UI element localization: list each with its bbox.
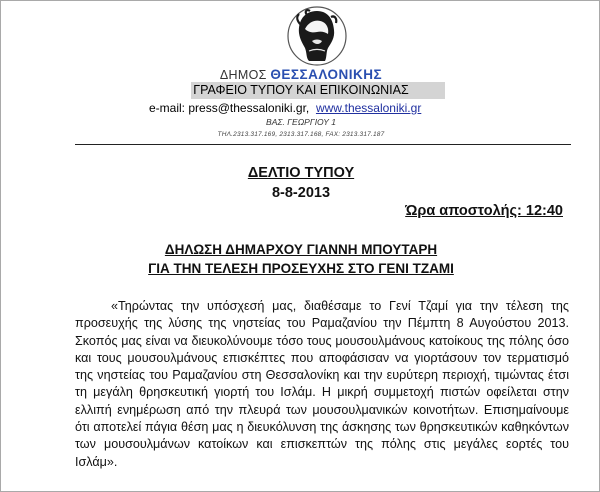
- phone-numbers: ΤΗΛ.2313.317.169, 2313.317.168, FAX: 2313.317.187: [217, 131, 385, 138]
- send-time: Ώρα αποστολής: 12:40: [405, 203, 563, 219]
- document-type: ΔΕΛΤΙΟ ΤΥΠΟΥ: [247, 165, 355, 181]
- address: ΒΑΣ. ΓΕΩΡΓΙΟΥ 1: [266, 117, 336, 127]
- document-date: 8-8-2013: [271, 185, 331, 201]
- contact-line: [149, 101, 589, 115]
- headline-line-2: ΓΙΑ ΤΗΝ ΤΕΛΕΣΗ ΠΡΟΣΕΥΧΗΣ ΣΤΟ ΓΕΝΙ ΤΖΑΜΙ: [148, 261, 454, 276]
- municipality-city: ΘΕΣΣΑΛΟΝΙΚΗΣ: [270, 67, 383, 82]
- alexander-head-logo-icon: [287, 5, 347, 67]
- email-label: e-mail:: [149, 101, 186, 115]
- header-divider: [75, 144, 571, 145]
- website-link[interactable]: www.thessaloniki.gr: [315, 101, 422, 115]
- municipality-name: [1, 67, 600, 82]
- statement-body: «Τηρώντας την υπόσχεσή μας, διαθέσαμε το Γενί Τζαμί για την τέλεση της προσευχής της λύσης της νηστείας του Ραμαζανίου την Πέμπτη 8 Αυγούστου 2013. Σκοπός μας είναι να διευκολύνουμε τόσο τους μουσουλμάνους κατοίκους της πόλης όσο και τους μουσουλμάνους επισκέπτες που αποφάσισαν να γιορτάσουν τον τερματισμό της νηστείας του Ραμαζανίου στη Θεσσαλονίκη και την ευρύτερη περιοχή, τιμώντας έτσι τη μεγάλη θρησκευτική γιορτή του Ισλάμ. Η μικρή συμμετοχή πιστών οφείλεται στην ελλιπή ενημέρωση από την πλευρά των μουσουλμανικών κοινοτήτων. Επισημαίνουμε ότι αποτελεί πάγια θέση μας η διευκόλυνση της άσκησης των θρησκευτικών καθηκόντων των μουσουλμάνων κατοίκων και επισκεπτών της πόλης στις μεγάλες εορτές του Ισλάμ».: [75, 299, 569, 469]
- office-name: ΓΡΑΦΕΙΟ ΤΥΠΟΥ ΚΑΙ ΕΠΙΚΟΙΝΩΝΙΑΣ: [193, 83, 409, 97]
- email-address[interactable]: press@thessaloniki.gr,: [188, 101, 310, 115]
- municipality-prefix: ΔΗΜΟΣ: [219, 68, 267, 82]
- headline-line-1: ΔΗΛΩΣΗ ΔΗΜΑΡΧΟΥ ΓΙΑΝΝΗ ΜΠΟΥΤΑΡΗ: [164, 242, 438, 257]
